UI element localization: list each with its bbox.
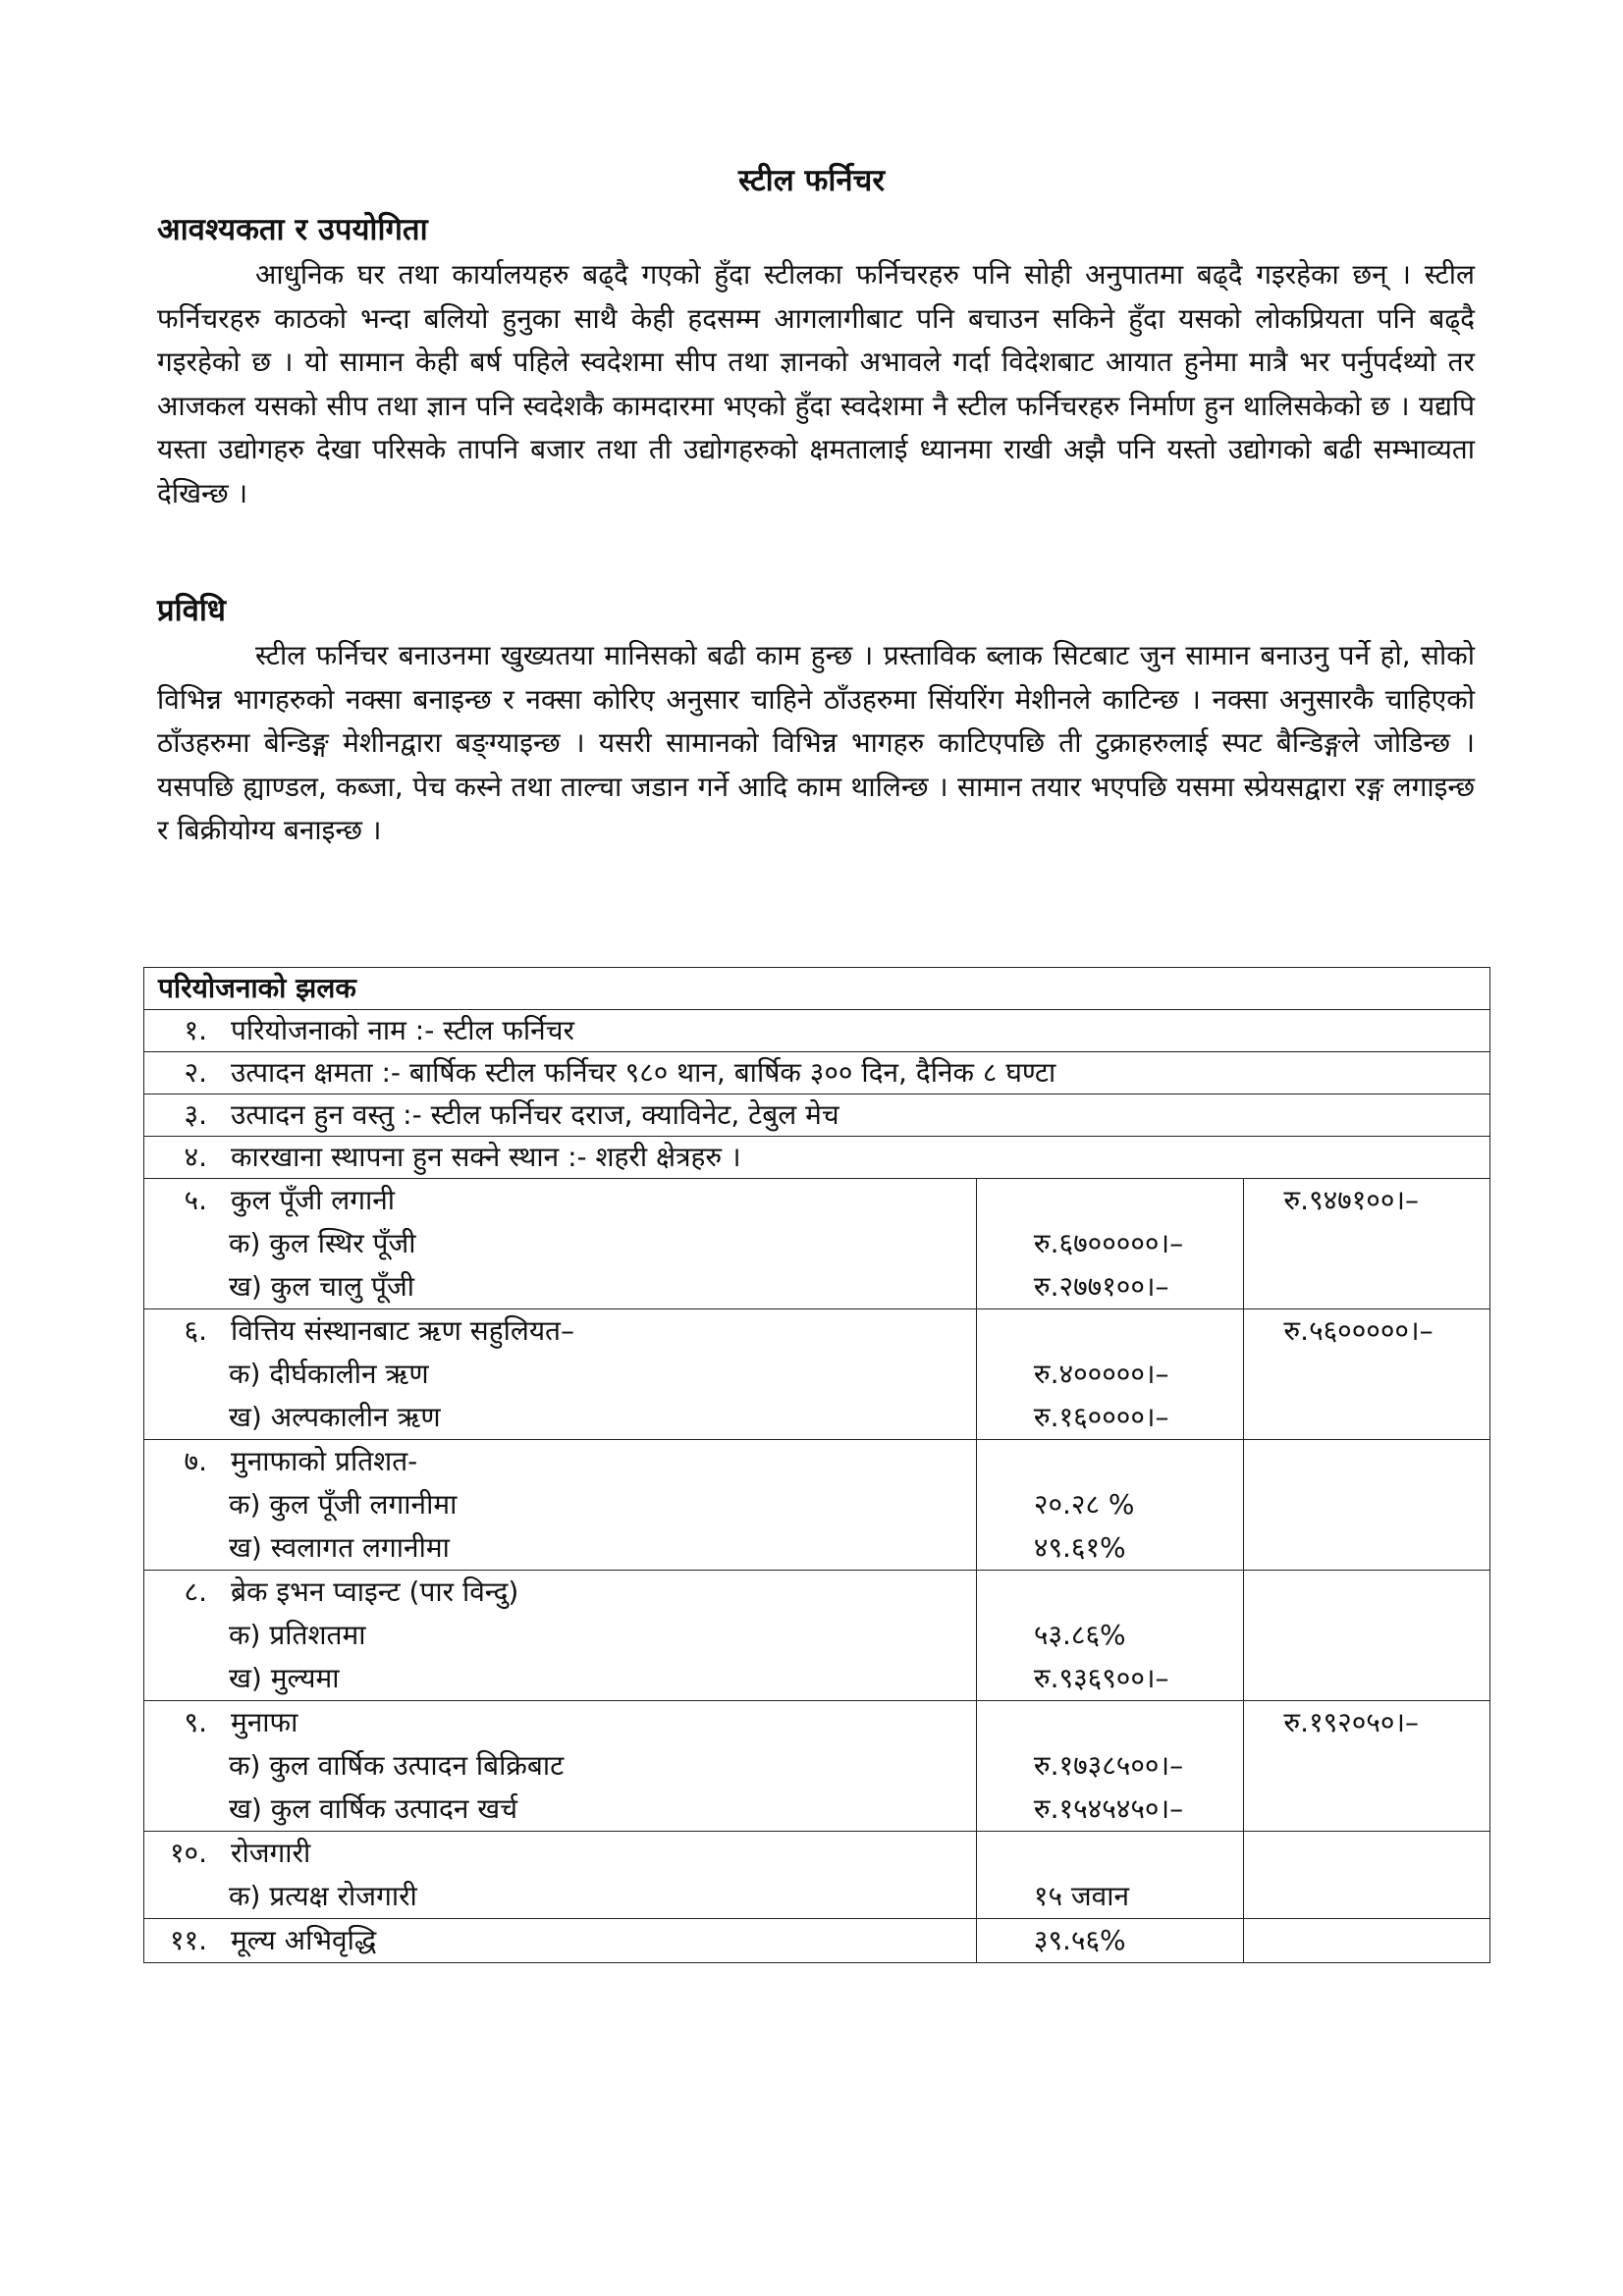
row-sub-value: ४९.६१% xyxy=(1033,1531,1126,1564)
table-row xyxy=(144,1832,1490,1919)
row-number: २. xyxy=(184,1056,207,1089)
row-text: मुनाफाको प्रतिशत- xyxy=(231,1445,418,1477)
table-row xyxy=(144,1440,1490,1571)
table-row xyxy=(144,1919,1490,1963)
section-paragraph-technology: स्टील फर्निचर बनाउनमा खुख्यतया मानिसको बढी काम हुन्छ । प्रस्ताविक ब्लाक सिटबाट जुन सामान बनाउनु पर्ने हो, सोको विभिन्न भागहरुको नक्सा बनाइन्छ र नक्सा कोरिए अनुसार चाहिने ठाँउहरुमा सिंयरिंग मेशीनले काटिन्छ । नक्सा अनुसारकै चाहिएको ठाँउहरुमा बेन्डिङ्ग मेशीनद्वारा बङ्ग्याइन्छ । यसरी सामानको विभिन्न भागहरु काटिएपछि ती टुक्राहरुलाई स्पट बैन्डिङ्गले जोडिन्छ । यसपछि ह्याण्डल, कब्जा, पेच कस्ने तथा ताल्चा जडान गर्ने आदि काम थालिन्छ । सामान तयार भएपछि यसमा स्प्रेयसद्वारा रङ्ग लगाइन्छ र बिक्रीयोग्य बनाइन्छ । xyxy=(157,639,1475,847)
table-row xyxy=(144,1309,1490,1440)
row-sub-label: ख) मुल्यमा xyxy=(229,1662,340,1694)
row-sub-label: क) दीर्घकालीन ऋण xyxy=(229,1358,429,1390)
table-row xyxy=(144,1179,1490,1309)
row-number: ५. xyxy=(184,1184,207,1216)
row-value: ३९.५६% xyxy=(1033,1924,1126,1956)
row-number: ११. xyxy=(169,1924,207,1956)
row-sub-value: १५ जवान xyxy=(1033,1880,1130,1912)
table-header: परियोजनाको झलक xyxy=(144,968,1490,1010)
row-sub-value: रु.१६००००।– xyxy=(1033,1401,1169,1433)
section-heading-technology: प्रविधि xyxy=(157,593,226,628)
row-sub-label: क) कुल स्थिर पूँजी xyxy=(229,1227,416,1259)
row-sub-label: ख) कुल चालु पूँजी xyxy=(229,1270,414,1303)
document-title: स्टील फर्निचर xyxy=(737,163,886,198)
table-row xyxy=(144,1052,1490,1095)
row-text: उत्पादन क्षमता :- बार्षिक स्टील फर्निचर ९८० थान, बार्षिक ३०० दिन, दैनिक ८ घण्टा xyxy=(231,1056,1056,1089)
row-sub-label: ख) कुल वार्षिक उत्पादन खर्च xyxy=(229,1792,517,1825)
row-text: कारखाना स्थापना हुन सक्ने स्थान :- शहरी क्षेत्रहरु । xyxy=(231,1141,741,1173)
row-sub-value: रु.९३६९००।– xyxy=(1033,1662,1169,1694)
row-text: उत्पादन हुन वस्तु :- स्टील फर्निचर दराज, क्याविनेट, टेबुल मेच xyxy=(231,1098,839,1131)
row-text: वित्तिय संस्थानबाट ऋण सहुलियत– xyxy=(231,1314,575,1347)
row-sub-label: क) कुल पूँजी लगानीमा xyxy=(229,1488,458,1521)
row-sub-label: क) प्रतिशतमा xyxy=(229,1619,366,1651)
row-sub-label: ख) अल्पकालीन ऋण xyxy=(229,1401,441,1433)
project-summary-table xyxy=(143,967,1490,1963)
row-sub-label: ख) स्वलागत लगानीमा xyxy=(229,1531,450,1564)
row-sub-value: २०.२८ % xyxy=(1033,1488,1135,1521)
row-number: ७. xyxy=(184,1445,207,1477)
row-sub-value: रु.६७०००००।– xyxy=(1033,1227,1184,1259)
section-heading-need-usefulness: आवश्यकता र उपयोगिता xyxy=(157,212,428,247)
row-sub-value: रु.१७३८५००।– xyxy=(1033,1749,1184,1782)
row-text: रोजगारी xyxy=(231,1837,311,1869)
row-text: ब्रेक इभन प्वाइन्ट (पार विन्दु) xyxy=(231,1575,519,1608)
row-sub-value: रु.४०००००।– xyxy=(1033,1358,1169,1390)
row-number: ४. xyxy=(184,1141,207,1173)
table-row xyxy=(144,1095,1490,1137)
row-total: रु.५६०००००।– xyxy=(1283,1314,1434,1347)
row-sub-label: क) प्रत्यक्ष रोजगारी xyxy=(229,1880,417,1912)
row-number: ६. xyxy=(184,1314,207,1347)
table-row xyxy=(144,1701,1490,1832)
row-number: ९. xyxy=(184,1706,207,1738)
row-sub-value: रु.१५४५४५०।– xyxy=(1033,1792,1184,1825)
row-total: रु.९४७१००।– xyxy=(1283,1184,1420,1216)
row-number: ८. xyxy=(184,1575,207,1608)
table-row xyxy=(144,1137,1490,1179)
row-text: कुल पूँजी लगानी xyxy=(231,1184,396,1216)
row-number: १. xyxy=(184,1014,207,1046)
row-text: मुनाफा xyxy=(231,1706,298,1738)
section-paragraph-need-usefulness: आधुनिक घर तथा कार्यालयहरु बढ्दै गएको हुँदा स्टीलका फर्निचरहरु पनि सोही अनुपातमा बढ्दै गइरहेका छन् । स्टील फर्निचरहरु काठको भन्दा बलियो हुनुका साथै केही हदसम्म आगलागीबाट पनि बचाउन सकिने हुँदा यसको लोकप्रियता पनि बढ्दै गइरहेको छ । यो सामान केही बर्ष पहिले स्वदेशमा सीप तथा ज्ञानको अभावले गर्दा विदेशबाट आयात हुनेमा मात्रै भर पर्नुपर्दथ्यो तर आजकल यसको सीप तथा ज्ञान पनि स्वदेशकै कामदारमा भएको हुँदा स्वदेशमा नै स्टील फर्निचरहरु निर्माण हुन थालिसकेको छ । यद्यपि यस्ता उद्योगहरु देखा परिसके तापनि बजार तथा ती उद्योगहरुको क्षमतालाई ध्यानमा राखी अझै पनि यस्तो उद्योगको बढी सम्भाव्यता देखिन्छ । xyxy=(157,258,1475,509)
row-total: रु.१९२०५०।– xyxy=(1283,1706,1420,1738)
table-row xyxy=(144,1571,1490,1701)
row-text: परियोजनाको नाम :- स्टील फर्निचर xyxy=(231,1014,574,1046)
table-header-row xyxy=(144,968,1490,1010)
row-number: १०. xyxy=(169,1837,207,1869)
row-sub-value: ५३.८६% xyxy=(1033,1619,1126,1651)
row-sub-value: रु.२७७१००।– xyxy=(1033,1270,1169,1303)
row-text: मूल्य अभिवृद्धि xyxy=(231,1924,377,1956)
row-number: ३. xyxy=(184,1098,207,1131)
table-row xyxy=(144,1010,1490,1052)
row-sub-label: क) कुल वार्षिक उत्पादन बिक्रिबाट xyxy=(229,1749,565,1782)
